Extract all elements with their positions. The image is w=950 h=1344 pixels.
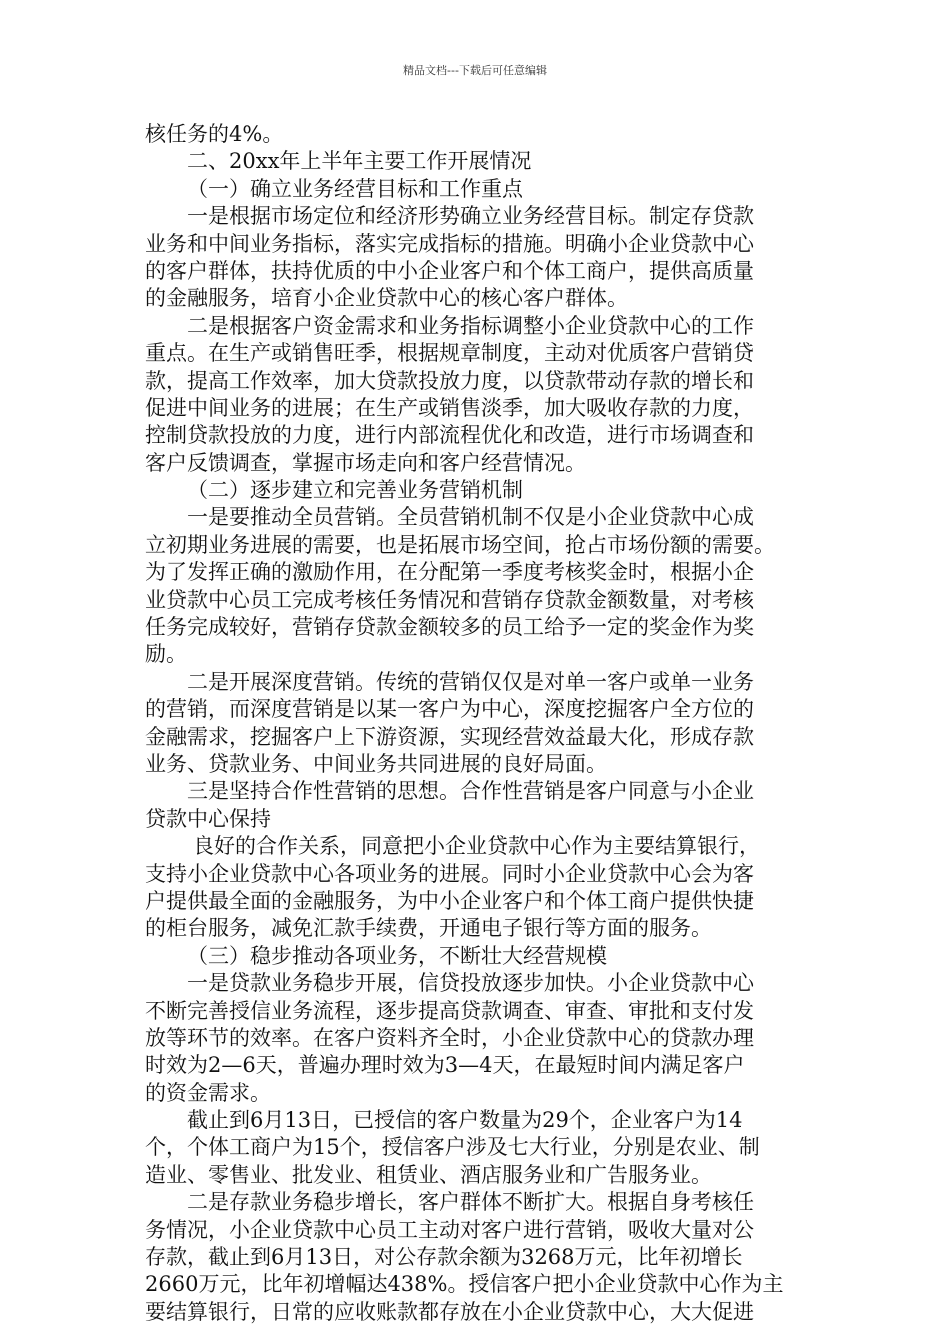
text-line: 一是根据市场定位和经济形势确立业务经营目标。制定存贷款 [187, 204, 754, 229]
text-line: 一是要推动全员营销。全员营销机制不仅是小企业贷款中心成 [187, 505, 754, 530]
text-line: 不断完善授信业务流程，逐步提高贷款调查、审查、审批和支付发 [145, 998, 754, 1023]
text-line: 存款，截止到6月13日，对公存款余额为3268万元，比年初增长 [145, 1245, 743, 1270]
text-line: 三是坚持合作性营销的思想。合作性营销是客户同意与小企业 [187, 779, 754, 804]
text-line: 款，提高工作效率，加大贷款投放力度，以贷款带动存款的增长和 [145, 368, 754, 393]
text-line: 励。 [145, 642, 187, 667]
text-line: 支持小企业贷款中心各项业务的进展。同时小企业贷款中心会为客 [145, 861, 754, 886]
text-line: 二、20xx年上半年主要工作开展情况 [187, 149, 532, 174]
text-line: （三）稳步推动各项业务，不断壮大经营规模 [187, 943, 607, 968]
text-line: （一）确立业务经营目标和工作重点 [187, 176, 523, 201]
text-line: 二是开展深度营销。传统的营销仅仅是对单一客户或单一业务 [187, 669, 754, 694]
document-body [145, 121, 825, 1326]
text-line: 重点。在生产或销售旺季，根据规章制度，主动对优质客户营销贷 [145, 341, 754, 366]
text-line: 为了发挥正确的激励作用，在分配第一季度考核奖金时，根据小企 [145, 560, 754, 585]
text-line: 良好的合作关系，同意把小企业贷款中心作为主要结算银行， [193, 834, 760, 859]
text-line: 个，个体工商户为15个，授信客户涉及七大行业，分别是农业、制 [145, 1135, 760, 1160]
text-line: 业务和中间业务指标，落实完成指标的措施。明确小企业贷款中心 [145, 231, 754, 256]
text-line: 时效为2—6天，普遍办理时效为3—4天，在最短时间内满足客户 [145, 1053, 745, 1078]
text-line: 的柜台服务，减免汇款手续费，开通电子银行等方面的服务。 [145, 916, 712, 941]
text-line: 的金融服务，培育小企业贷款中心的核心客户群体。 [145, 286, 628, 311]
text-line: 要结算银行，日常的应收账款都存放在小企业贷款中心，大大促进 [145, 1299, 754, 1324]
text-line: 务情况，小企业贷款中心员工主动对客户进行营销，吸收大量对公 [145, 1217, 754, 1242]
text-line: （二）逐步建立和完善业务营销机制 [187, 478, 523, 503]
text-line: 核任务的4%。 [145, 122, 284, 146]
page-header: 精品文档---下载后可任意编辑 [403, 64, 547, 77]
text-line: 控制贷款投放的力度，进行内部流程优化和改造，进行市场调查和 [145, 423, 754, 448]
text-line: 业务、贷款业务、中间业务共同进展的良好局面。 [145, 751, 607, 776]
text-line: 贷款中心保持 [145, 806, 271, 831]
text-line: 的客户群体，扶持优质的中小企业客户和个体工商户，提供高质量 [145, 258, 754, 283]
text-line: 户提供最全面的金融服务，为中小企业客户和个体工商户提供快捷 [145, 888, 754, 913]
text-line: 的营销，而深度营销是以某一客户为中心，深度挖掘客户全方位的 [145, 697, 754, 722]
text-line: 截止到6月13日，已授信的客户数量为29个，企业客户为14 [187, 1108, 743, 1133]
text-line: 的资金需求。 [145, 1080, 271, 1105]
text-line: 一是贷款业务稳步开展，信贷投放逐步加快。小企业贷款中心 [187, 971, 754, 996]
text-line: 二是根据客户资金需求和业务指标调整小企业贷款中心的工作 [187, 313, 754, 338]
text-line: 客户反馈调查，掌握市场走向和客户经营情况。 [145, 450, 586, 475]
text-line: 立初期业务进展的需要，也是拓展市场空间，抢占市场份额的需要。 [145, 532, 775, 557]
text-line: 任务完成较好，营销存贷款金额较多的员工给予一定的奖金作为奖 [145, 615, 754, 640]
text-line: 二是存款业务稳步增长，客户群体不断扩大。根据自身考核任 [187, 1190, 754, 1215]
text-line: 金融需求，挖掘客户上下游资源，实现经营效益最大化，形成存款 [145, 724, 754, 749]
text-line: 放等环节的效率。在客户资料齐全时，小企业贷款中心的贷款办理 [145, 1025, 754, 1050]
text-line: 促进中间业务的进展；在生产或销售淡季，加大吸收存款的力度， [145, 395, 754, 420]
text-line: 造业、零售业、批发业、租赁业、酒店服务业和广告服务业。 [145, 1162, 712, 1187]
text-line: 2660万元，比年初增幅达438%。授信客户把小企业贷款中心作为主 [145, 1272, 784, 1297]
text-line: 业贷款中心员工完成考核任务情况和营销存贷款金额数量，对考核 [145, 587, 754, 612]
